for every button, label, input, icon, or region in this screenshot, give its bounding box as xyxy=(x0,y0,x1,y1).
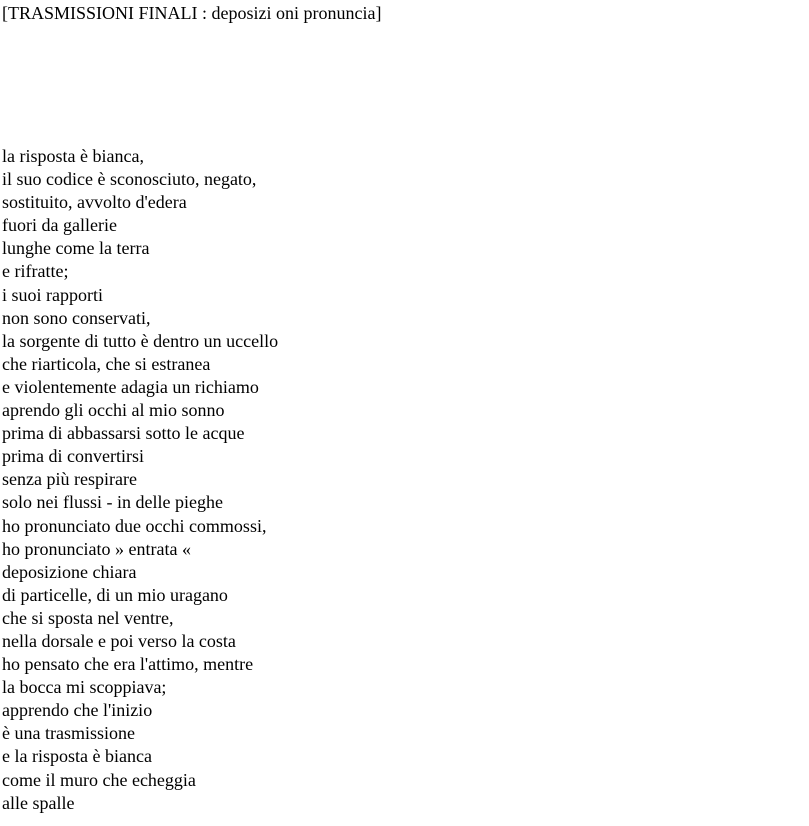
poem-line: la bocca mi scoppiava; xyxy=(2,677,167,698)
poem-line: fuori da gallerie xyxy=(2,215,117,236)
poem-line: i suoi rapporti xyxy=(2,284,103,305)
poem-line: lunghe come la terra xyxy=(2,238,150,259)
poem-line: prima di abbassarsi sotto le acque xyxy=(2,423,245,444)
poem-line: prima di convertirsi xyxy=(2,446,144,467)
poem-line: ho pronunciato » entrata « xyxy=(2,538,191,559)
poem-line: il suo codice è sconosciuto, negato, xyxy=(2,169,257,190)
document-title: [TRASMISSIONI FINALI : deposizi oni pronuncia] xyxy=(2,3,382,23)
poem-line: ho pronunciato due occhi commossi, xyxy=(2,515,267,536)
poem-line: come il muro che echeggia xyxy=(2,769,196,790)
poem-line: ho pensato che era l'attimo, mentre xyxy=(2,654,254,675)
poem-line: apprendo che l'inizio xyxy=(2,700,153,721)
poem-line: e violentemente adagia un richiamo xyxy=(2,376,259,397)
poem-line: e rifratte; xyxy=(2,261,69,282)
poem-line: non sono conservati, xyxy=(2,307,151,328)
poem-line: nella dorsale e poi verso la costa xyxy=(2,630,236,651)
poem-line: e la risposta è bianca xyxy=(2,746,152,767)
poem-line: di particelle, di un mio uragano xyxy=(2,584,228,605)
poem-line: alle spalle xyxy=(2,792,75,813)
poem-line: aprendo gli occhi al mio sonno xyxy=(2,400,225,421)
poem-line: deposizione chiara xyxy=(2,561,137,582)
poem-line: la sorgente di tutto è dentro un uccello xyxy=(2,330,279,351)
poem-body xyxy=(2,145,278,815)
poem-line: è una trasmissione xyxy=(2,723,135,744)
poem-line: sostituito, avvolto d'edera xyxy=(2,192,187,213)
poem-line: senza più respirare xyxy=(2,469,137,490)
poem-line: la risposta è bianca, xyxy=(2,146,144,166)
poem-line: che si sposta nel ventre, xyxy=(2,607,174,628)
poem-line: che riarticola, che si estranea xyxy=(2,353,211,374)
poem-line: solo nei flussi - in delle pieghe xyxy=(2,492,223,513)
